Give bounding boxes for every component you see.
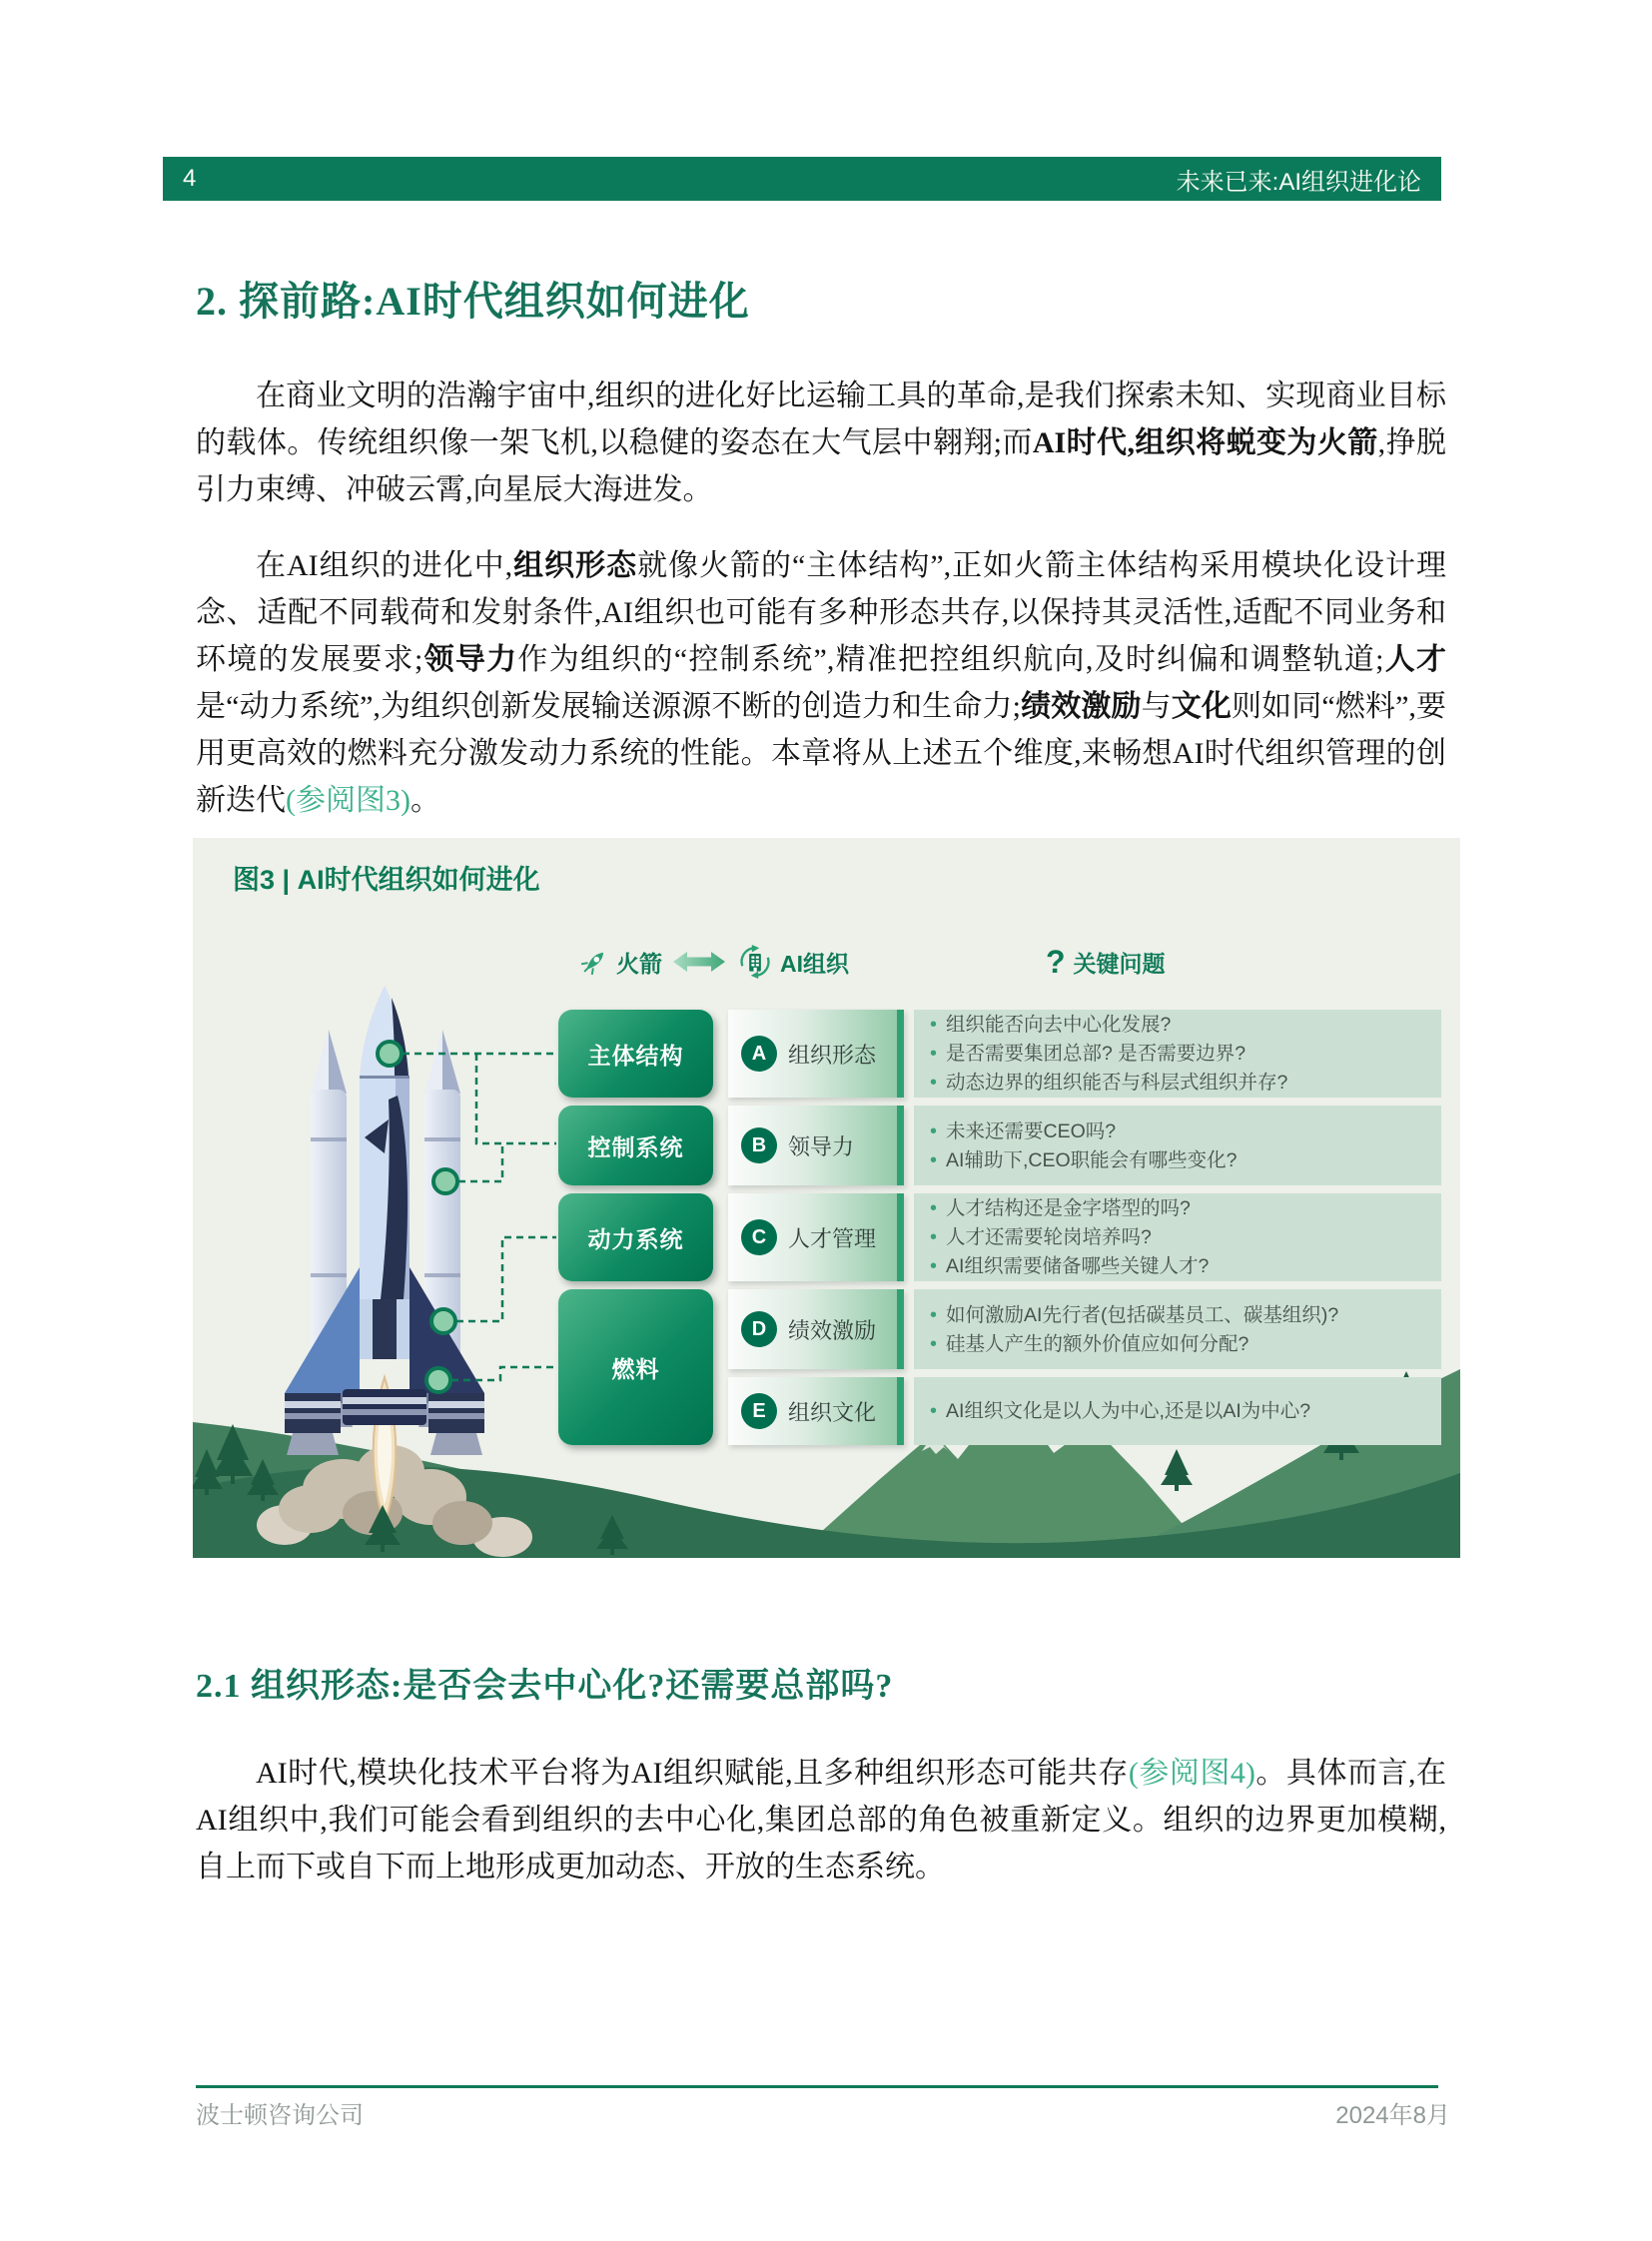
p2-bold-talent: 人才 (1383, 643, 1447, 676)
letter-badge-b: B (741, 1127, 777, 1163)
questions-talent (914, 1193, 1441, 1281)
dimension-label: 组织形态 (788, 1042, 877, 1068)
part-box-fuel: 燃料 (558, 1289, 713, 1445)
paragraph-1 (196, 373, 1446, 513)
legend-ai-org (738, 940, 849, 984)
rocket-icon (580, 948, 608, 976)
dimension-label: 绩效激励 (788, 1317, 877, 1343)
see-figure-4-link[interactable]: (参阅图4) (1128, 1757, 1255, 1790)
letter-badge-c: C (741, 1219, 777, 1255)
part-box-power-system: 动力系统 (558, 1193, 713, 1281)
question-item: • AI组织文化是以人为中心,还是以AI为中心? (930, 1398, 1425, 1424)
question-item: • 如何激励AI先行者(包括碳基员工、碳基组织)? (930, 1302, 1425, 1328)
p2-text-end: 。 (410, 784, 440, 817)
dimension-culture (728, 1377, 904, 1445)
p2-text: 就像火箭的“主体结构”,正如火箭主体结构采用模块化设计理念、适配不同载荷和发射条件,AI组织也可能有多种形态共存,以保持其灵活性,适配不同业务和环境的发展要求; (196, 549, 1447, 676)
section-2-1-heading: 2.1 组织形态:是否会去中心化?还需要总部吗? (196, 1668, 894, 1705)
letter-badge-d: D (741, 1311, 777, 1347)
question-item: • AI组织需要储备哪些关键人才? (930, 1253, 1425, 1279)
p2-text: 在AI组织的进化中, (256, 549, 513, 582)
p3-text-end: 。具体而言,在AI组织中,我们可能会看到组织的去中心化,集团总部的角色被重新定义。组织的边界更加模糊,自上而下或自下而上地形成更加动态、开放的生态系统。 (196, 1757, 1447, 1883)
see-figure-3-link[interactable]: (参阅图3) (286, 784, 411, 817)
p2-text: 则如同“燃料”,要用更高效的燃料充分激发动力系统的性能。本章将从上述五个维度,来畅想AI时代组织管理的创新迭代 (196, 690, 1447, 817)
question-item: • 人才还需要轮岗培养吗? (930, 1224, 1425, 1250)
question-item: • 人才结构还是金字塔型的吗? (930, 1195, 1425, 1221)
question-mark-icon: ? (1046, 944, 1066, 980)
footer-divider (196, 2085, 1438, 2088)
p1-text: 在商业文明的浩瀚宇宙中,组织的进化好比运输工具的革命,是我们探索未知、实现商业目标的载体。传统组织像一架飞机,以稳健的姿态在大气层中翱翔;而 (196, 379, 1446, 459)
header-title: 未来已来:AI组织进化论 (1176, 168, 1421, 196)
page-header-bar (163, 157, 1441, 201)
questions-incentive (914, 1289, 1441, 1369)
p2-text: 是“动力系统”,为组织创新发展输送源源不断的创造力和生命力; (196, 690, 1021, 723)
p2-bold-leadership: 领导力 (422, 643, 518, 676)
question-item: • 组织能否向去中心化发展? (930, 1012, 1425, 1038)
legend-key-questions (1046, 940, 1166, 984)
legend-key-questions-label: 关键问题 (1073, 950, 1166, 977)
legend-rocket-label: 火箭 (616, 950, 662, 977)
organization-cycle-icon (738, 945, 772, 979)
dimension-incentive (728, 1289, 904, 1369)
letter-badge-a: A (741, 1036, 777, 1072)
dimension-label: 组织文化 (788, 1399, 877, 1425)
question-item: • 硅基人产生的额外价值应如何分配? (930, 1331, 1425, 1357)
questions-org-form (914, 1010, 1441, 1098)
double-arrow-icon (672, 950, 726, 974)
p2-bold-culture: 文化 (1171, 690, 1233, 723)
figure-title: 图3 | AI时代组织如何进化 (233, 865, 540, 895)
p1-text-end: ,挣脱引力束缚、冲破云霄,向星辰大海进发。 (196, 426, 1447, 506)
figure-3 (193, 838, 1460, 1558)
paragraph-2 (196, 542, 1446, 824)
dimension-label: 领导力 (788, 1133, 855, 1159)
page-number: 4 (183, 165, 197, 192)
question-item: • 未来还需要CEO吗? (930, 1119, 1425, 1144)
questions-leadership (914, 1106, 1441, 1185)
p3-text: AI时代,模块化技术平台将为AI组织赋能,且多种组织形态可能共存 (256, 1757, 1129, 1790)
footer-company: 波士顿咨询公司 (196, 2102, 364, 2129)
part-box-body-structure: 主体结构 (558, 1010, 713, 1098)
p2-text: 与 (1141, 690, 1172, 723)
question-item: • 是否需要集团总部? 是否需要边界? (930, 1041, 1425, 1067)
p2-bold-org-form: 组织形态 (512, 549, 638, 582)
legend-rocket (580, 940, 662, 984)
p1-bold: AI时代,组织将蜕变为火箭 (1032, 426, 1378, 459)
paragraph-3 (196, 1750, 1446, 1890)
question-item: • 动态边界的组织能否与科层式组织并存? (930, 1070, 1425, 1096)
part-box-control-system: 控制系统 (558, 1106, 713, 1185)
p2-bold-incentive: 绩效激励 (1020, 690, 1142, 723)
footer-date: 2024年8月 (1335, 2102, 1450, 2129)
figure-legend (193, 940, 1460, 984)
letter-badge-e: E (741, 1393, 777, 1429)
dimension-label: 人才管理 (788, 1225, 877, 1251)
legend-ai-org-label: AI组织 (780, 950, 849, 977)
question-item: • AI辅助下,CEO职能会有哪些变化? (930, 1147, 1425, 1173)
dimension-org-form (728, 1010, 904, 1098)
p2-text: 作为组织的“控制系统”,精准把控组织航向,及时纠偏和调整轨道; (517, 643, 1384, 676)
section-2-heading: 2. 探前路:AI时代组织如何进化 (196, 279, 750, 324)
dimension-talent (728, 1193, 904, 1281)
page-footer (196, 2095, 1450, 2130)
dimension-leadership (728, 1106, 904, 1185)
questions-culture (914, 1377, 1441, 1445)
